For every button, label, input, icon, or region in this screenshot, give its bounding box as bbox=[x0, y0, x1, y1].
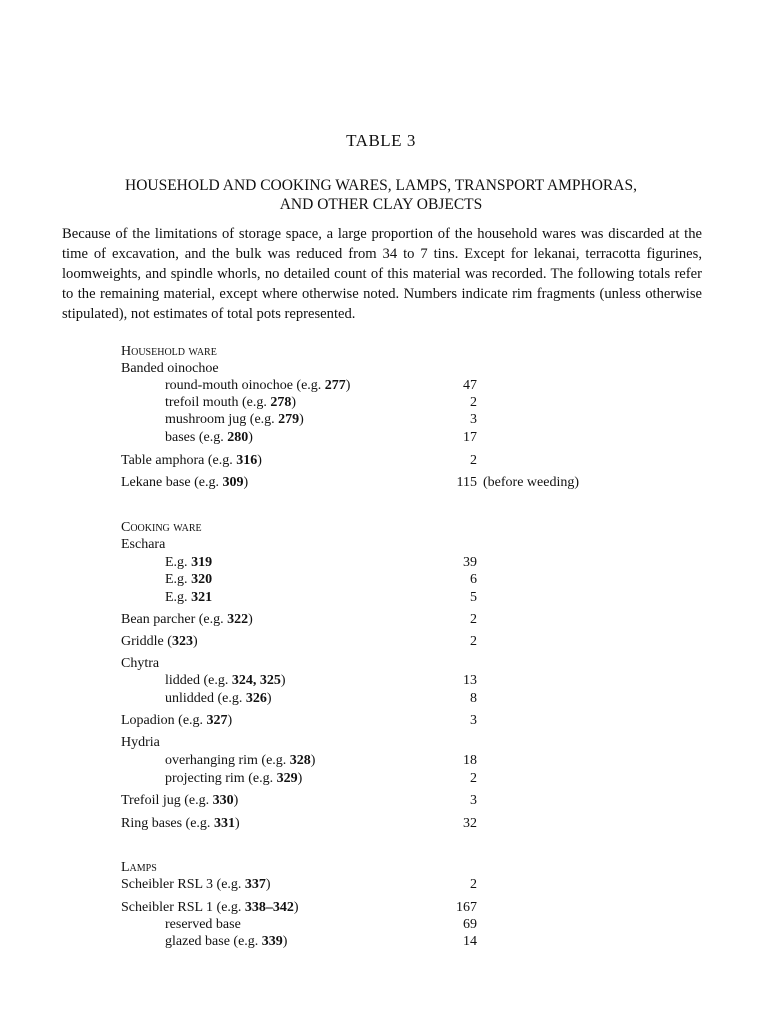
row-count: 39 bbox=[463, 555, 477, 570]
row-count: 115 bbox=[456, 475, 477, 490]
table-row bbox=[0, 377, 762, 395]
catalogue-ref: 309 bbox=[222, 475, 244, 490]
catalogue-ref: 277 bbox=[324, 378, 346, 393]
row-label: Banded oinochoe bbox=[121, 361, 219, 376]
catalogue-ref: 278 bbox=[270, 395, 292, 410]
row-label: Lamps bbox=[121, 860, 157, 875]
row-label: Scheibler RSL 1 (e.g. 338–342) bbox=[121, 900, 299, 915]
catalogue-ref: 339 bbox=[261, 934, 283, 949]
section-heading bbox=[0, 343, 762, 361]
row-label: Ring bases (e.g. 331) bbox=[121, 816, 240, 831]
row-label: E.g. 320 bbox=[165, 572, 213, 587]
row-count: 14 bbox=[463, 934, 477, 949]
catalogue-ref: 327 bbox=[206, 713, 228, 728]
row-count: 6 bbox=[470, 572, 477, 587]
catalogue-ref: 316 bbox=[236, 453, 258, 468]
table-row bbox=[0, 734, 762, 752]
row-count: 18 bbox=[463, 753, 477, 768]
row-label: E.g. 321 bbox=[165, 590, 213, 605]
row-label: round-mouth oinochoe (e.g. 277) bbox=[165, 378, 351, 393]
row-label: Lopadion (e.g. 327) bbox=[121, 713, 233, 728]
table-row bbox=[0, 394, 762, 412]
table-row bbox=[0, 474, 762, 492]
catalogue-ref: 279 bbox=[278, 412, 300, 427]
row-label: Household ware bbox=[121, 344, 217, 359]
row-count: 32 bbox=[463, 816, 477, 831]
table-row bbox=[0, 452, 762, 470]
row-label: glazed base (e.g. 339) bbox=[165, 934, 288, 949]
row-label: E.g. 319 bbox=[165, 555, 213, 570]
table-row bbox=[0, 690, 762, 708]
row-label: reserved base bbox=[165, 917, 241, 932]
row-count: 3 bbox=[470, 793, 477, 808]
row-label: Griddle (323) bbox=[121, 634, 198, 649]
catalogue-ref: 326 bbox=[245, 691, 267, 706]
row-label: lidded (e.g. 324, 325) bbox=[165, 673, 286, 688]
table-row bbox=[0, 360, 762, 378]
row-count: 2 bbox=[470, 612, 477, 627]
catalogue-ref: 331 bbox=[213, 816, 235, 831]
row-count: 2 bbox=[470, 453, 477, 468]
row-count: 167 bbox=[456, 900, 477, 915]
row-count: 2 bbox=[470, 771, 477, 786]
table-row bbox=[0, 589, 762, 607]
table-row bbox=[0, 792, 762, 810]
row-count: 17 bbox=[463, 430, 477, 445]
row-count: 2 bbox=[470, 877, 477, 892]
catalogue-ref: 322 bbox=[227, 612, 249, 627]
catalogue-ref: 280 bbox=[227, 430, 249, 445]
table-row bbox=[0, 611, 762, 629]
row-count: 3 bbox=[470, 713, 477, 728]
catalogue-ref: 328 bbox=[289, 753, 311, 768]
row-label: Chytra bbox=[121, 656, 160, 671]
row-count: 3 bbox=[470, 412, 477, 427]
row-label: Lekane base (e.g. 309) bbox=[121, 475, 249, 490]
table-row bbox=[0, 655, 762, 673]
row-label: unlidded (e.g. 326) bbox=[165, 691, 272, 706]
table-row bbox=[0, 933, 762, 951]
table-row bbox=[0, 571, 762, 589]
row-count: 2 bbox=[470, 634, 477, 649]
catalogue-ref: 323 bbox=[171, 634, 193, 649]
row-count: 47 bbox=[463, 378, 477, 393]
row-count: 8 bbox=[470, 691, 477, 706]
catalogue-ref: 329 bbox=[276, 771, 298, 786]
table-row bbox=[0, 536, 762, 554]
table-row bbox=[0, 876, 762, 894]
table-row bbox=[0, 672, 762, 690]
catalogue-ref: 330 bbox=[212, 793, 234, 808]
table-subtitle bbox=[60, 176, 702, 214]
row-label: Trefoil jug (e.g. 330) bbox=[121, 793, 239, 808]
section-heading bbox=[0, 859, 762, 877]
table-row bbox=[0, 554, 762, 572]
row-label: overhanging rim (e.g. 328) bbox=[165, 753, 316, 768]
row-label: Table amphora (e.g. 316) bbox=[121, 453, 262, 468]
catalogue-ref: 319 bbox=[191, 555, 213, 570]
row-label: Cooking ware bbox=[121, 520, 202, 535]
catalogue-ref: 320 bbox=[191, 572, 213, 587]
row-note: (before weeding) bbox=[483, 475, 580, 490]
table-row bbox=[0, 916, 762, 934]
row-label: Eschara bbox=[121, 537, 166, 552]
table-row bbox=[0, 752, 762, 770]
subtitle-line-1: HOUSEHOLD AND COOKING WARES, LAMPS, TRANSPORT AMPHORAS, bbox=[125, 177, 637, 194]
table-row bbox=[0, 411, 762, 429]
row-count: 2 bbox=[470, 395, 477, 410]
catalogue-ref: 338–342 bbox=[244, 900, 294, 915]
row-label: Hydria bbox=[121, 735, 160, 750]
row-count: 13 bbox=[463, 673, 477, 688]
row-count: 5 bbox=[470, 590, 477, 605]
catalogue-ref: 324, 325 bbox=[231, 673, 281, 688]
section-heading bbox=[0, 519, 762, 537]
intro-paragraph: Because of the limitations of storage space, a large proportion of the household wares was discarded at the time of excavation, and the bulk was reduced from 34 to 7 tins. Except for lekanai, terracotta figurines, loomweights, and spindle whorls, no detailed count of this material was recorded. The following totals refer to the remaining material, except where otherwise noted. Numbers indicate rim fragments (unless otherwise stipulated), not estimates of total pots represented. bbox=[62, 226, 702, 322]
table-row bbox=[0, 815, 762, 833]
row-label: trefoil mouth (e.g. 278) bbox=[165, 395, 297, 410]
table-row bbox=[0, 633, 762, 651]
row-label: Scheibler RSL 3 (e.g. 337) bbox=[121, 877, 271, 892]
row-label: projecting rim (e.g. 329) bbox=[165, 771, 303, 786]
table-row bbox=[0, 429, 762, 447]
row-label: bases (e.g. 280) bbox=[165, 430, 253, 445]
subtitle-line-2: AND OTHER CLAY OBJECTS bbox=[279, 196, 483, 213]
row-label: Bean parcher (e.g. 322) bbox=[121, 612, 253, 627]
row-count: 69 bbox=[463, 917, 477, 932]
catalogue-ref: 337 bbox=[244, 877, 266, 892]
table-title: TABLE 3 bbox=[346, 131, 416, 150]
table-row bbox=[0, 770, 762, 788]
table-row bbox=[0, 899, 762, 917]
table-row bbox=[0, 712, 762, 730]
row-label: mushroom jug (e.g. 279) bbox=[165, 412, 304, 427]
catalogue-ref: 321 bbox=[191, 590, 213, 605]
